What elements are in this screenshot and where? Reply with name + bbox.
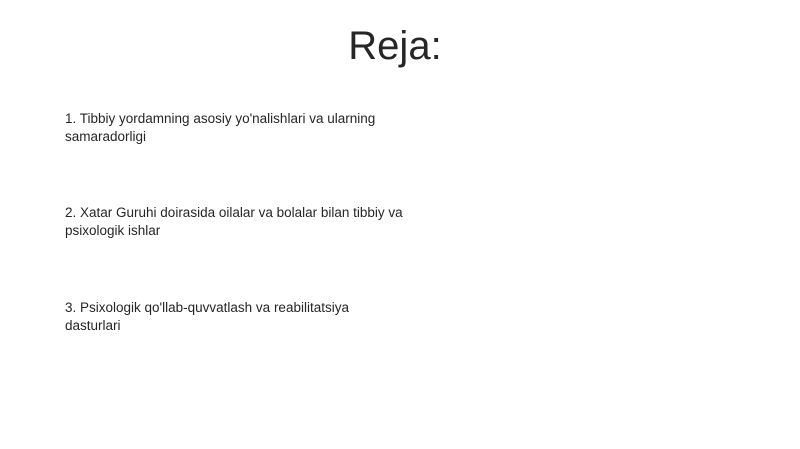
plan-item-3: 3. Psixologik qo'llab-quvvatlash va reabilitatsiya dasturlari [65, 300, 349, 333]
plan-item-1: 1. Tibbiy yordamning asosiy yo'nalishlari va ularning samaradorligi [65, 111, 376, 144]
plan-item-2: 2. Xatar Guruhi doirasida oilalar va bolalar bilan tibbiy va psixologik ishlar [65, 205, 403, 238]
slide-title: Reja: [348, 24, 442, 68]
